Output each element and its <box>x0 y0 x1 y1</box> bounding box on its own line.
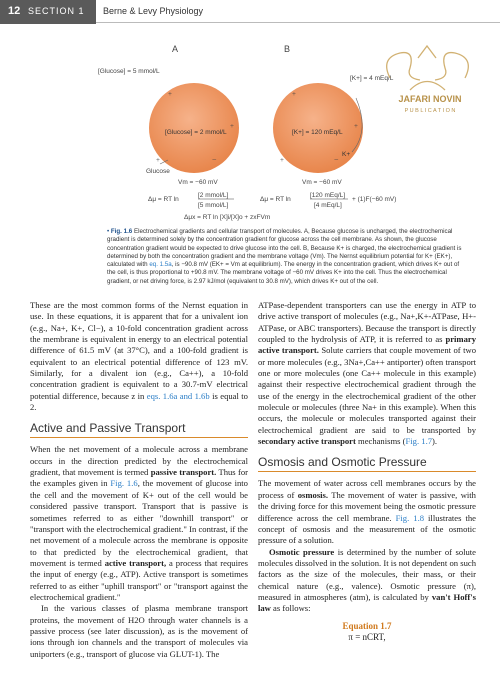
right-paragraph-3: Osmotic pressure is determined by the number of solute molecules dissolved in the solution. It is not dependent on such factors as the size of the molecules, their mass, or their chemical nature (e.g., valence). Osmotic pressure (π), measured in atmospheres (atm), is calculated by van't Hoff's law as follows: <box>258 546 477 614</box>
section-label: SECTION 1 <box>28 6 85 16</box>
left-paragraph-1: These are the most common forms of the Nernst equation in use. In these equations, it is apparent that for a univalent ion (e.g., Na+, K+, Cl−), a 10-fold concentration gradient across the membrane is equivalent in energy to an electrical potential difference of 61.5 mV (at 37°C), and a 100-fold gradient is equivalent to an electrical potential difference of 123 mV. Similarly, for a divalent ion (e.g., Ca++), a 10-fold concentration gradient is equivalent to a 30.7-mV electrical potential difference, because z in eqs. 1.6a and 1.6b is equal to 2. <box>30 300 248 413</box>
heading-osmosis: Osmosis and Osmotic Pressure <box>258 455 427 470</box>
panel-b-label: B <box>284 44 291 54</box>
panel-a-inside-conc: [Glucose] = 2 mmol/L <box>165 129 227 136</box>
panel-b-eq-den: [4 mEq/L] <box>314 202 342 209</box>
panel-b-eq-tail: + (1)F(−60 mV) <box>352 196 397 203</box>
panel-a-eq-den: [5 mmol/L] <box>198 202 229 209</box>
panel-a-cell <box>149 83 239 173</box>
panel-a-minus: − <box>212 155 217 164</box>
left-paragraph-3: In the various classes of plasma membrane transport proteins, the movement of H2O through water channels is a passive process (see later discussion), as is the movement of ions through ion channels and the transport of molecules via uniporters (e.g., transport of glucose via GLUT-1). The <box>30 603 248 659</box>
publisher-watermark <box>360 38 495 138</box>
caption-text-1: Electrochemical gradients and cellular transport of molecules. A, Because glucose is uncharged, the electrochemical gradient is determined solely by the concentration gradient for glucose across the cell membrane. As shown, the glucose concentration gradient would be expected to drive glucose into the cell. B, Because K+ is charged, the electrochemical gradient is determined by both the concentration gradient and the membrane voltage (Vm). The Nernst equilibrium potential for K+ (EK+), calculated with <box>107 228 462 269</box>
link-fig-1-6[interactable]: Fig. 1.6 <box>110 478 138 489</box>
figure-caption <box>107 228 462 286</box>
panel-b-outside-conc: [K+] = 4 mEq/L <box>350 75 394 82</box>
panel-b-minus: − <box>334 155 339 164</box>
panel-a-plus-top: + <box>168 90 172 98</box>
general-equation: Δμx = RT ln [X]i/[X]o + zxFVm <box>184 214 271 221</box>
link-fig-1-7[interactable]: Fig. 1.7 <box>405 436 433 447</box>
panel-a-label: A <box>172 44 179 54</box>
caption-link-eq[interactable]: eq. 1.5a <box>149 261 172 269</box>
panel-b-inside-conc: [K+] = 120 mEq/L <box>292 129 343 136</box>
panel-b-cell <box>273 83 363 173</box>
caption-bullet: • <box>107 228 110 235</box>
panel-a-eq-num: [2 mmol/L] <box>198 192 229 199</box>
panel-b-plus-bottom: + <box>280 156 284 164</box>
page-number: 12 <box>8 5 21 17</box>
panel-a-plus-right: + <box>230 122 234 130</box>
watermark-name: JAFARI NOVIN <box>398 94 462 104</box>
header-rule <box>96 22 500 23</box>
heading-rule-right <box>258 471 476 472</box>
panel-a-outside-conc: [Glucose] = 5 mmol/L <box>98 68 160 75</box>
k-label: K+ <box>342 151 351 158</box>
right-paragraph-2: The movement of water across cell membranes occurs by the process of osmosis. The movement of water is passive, with the driving force for this movement being the osmotic pressure difference across the cell membrane. Fig. 1.8 illustrates the concept of osmosis and the measurement of the osmotic pressure of a solution. <box>258 478 476 546</box>
glucose-label: Glucose <box>146 168 170 175</box>
equation-1-7: π = nCRT, <box>348 631 386 642</box>
watermark-sub: P U B L I C A T I O N <box>404 108 456 114</box>
panel-b-plus-top: + <box>292 90 296 98</box>
book-title: Berne & Levy Physiology <box>103 6 204 16</box>
heading-active-passive: Active and Passive Transport <box>30 421 186 436</box>
caption-fig-label: Fig. 1.6 <box>110 228 133 235</box>
left-paragraph-2: When the net movement of a molecule across a membrane occurs in the direction predicted by the electrochemical gradient, that movement is termed passive transport. Thus for the examples given in Fig. 1.6, the movement of glucose into the cell and the movement of K+ out of the cell would be considered passive transport. Transport that is passive is sometimes referred to as either "downhill transport" or "transport with the electrochemical gradient." In contrast, if the net movement of a molecule across the membrane is opposite to that predicted by the electrochemical gradient, that movement is termed active transport, a process that requires the input of energy (e.g., ATP). Active transport is sometimes referred to as either "uphill transport" or "transport against the electrochemical gradient." <box>30 444 248 602</box>
right-paragraph-1: ATPase-dependent transporters can use the energy in ATP to drive active transport of molecules (e.g., Na+,K+-ATPase, H+-ATPase, or ABC transporters). Because the transport is directly coupled to the hydrolysis of ATP, it is referred to as primary active transport. Solute carriers that couple movement of two or more molecules (e.g., 3Na+,Ca++ antiporter) often transport one or more molecules (one Ca++ molecule in this example) against their respective electrochemical gradient through the use of the energy in the electrochemical gradient of the other molecule or molecules (three Na+ in this example). When this occurs, the molecule or molecules transported against their electrochemical gradient are said to be transported by secondary active transport mechanisms (Fig. 1.7). <box>258 300 476 447</box>
caption-text-2: , is −90.8 mV (EK+ = Vm at equilibrium). The energy in the concentration gradient, which drives K+ out of the cell, is thus proportional to +90.8 mV. The membrane voltage of −60 mV drives K+ into the cell. Thus the electrochemical gradient, or net driving force, is 2.97 kJ/mol (equivalent to 30.8 mV), which drives K+ out of the cell. <box>107 261 460 285</box>
panel-b-plus-right: + <box>354 122 358 130</box>
panel-a-plus-bottom: + <box>156 156 160 164</box>
panel-b-equation: Δμ = RT ln <box>260 196 291 203</box>
page-header <box>0 0 500 24</box>
panel-a-vm: Vm = −60 mV <box>178 179 218 186</box>
right-column <box>258 300 476 643</box>
panel-b-vm: Vm = −60 mV <box>302 179 342 186</box>
heading-rule-left <box>30 437 248 438</box>
left-column <box>30 300 248 660</box>
panel-b-eq-num: [120 mEq/L] <box>310 192 346 199</box>
equation-title: Equation 1.7 <box>342 620 392 631</box>
panel-a-equation: Δμ = RT ln <box>148 196 179 203</box>
watermark-ornament <box>360 38 495 138</box>
link-fig-1-8[interactable]: Fig. 1.8 <box>395 512 425 523</box>
link-eqs-1-6[interactable]: eqs. 1.6a and 1.6b <box>146 390 210 401</box>
